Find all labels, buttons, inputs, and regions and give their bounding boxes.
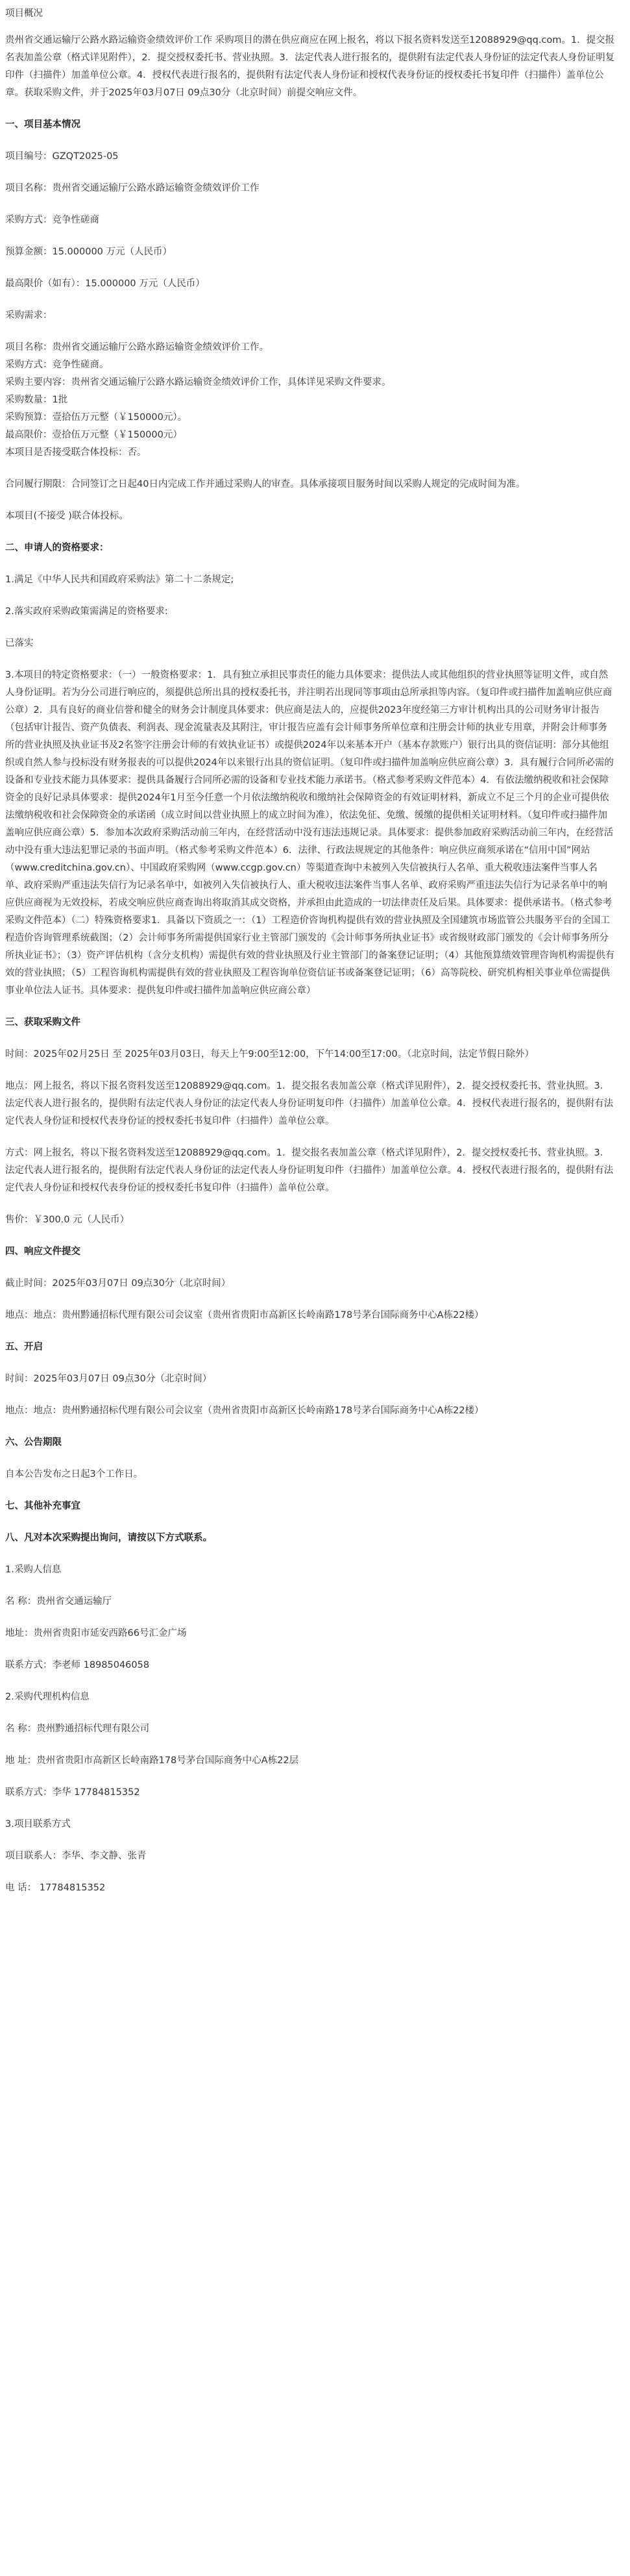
requirement-line: 采购预算：壹拾伍万元整（￥150000元）。 [5, 412, 188, 423]
submission-location: 地点：地点：贵州黔通招标代理有限公司会议室（贵州省贵阳市高新区长岭南路178号茅台国际商务中心A栋22楼） [5, 1310, 484, 1320]
submission-deadline: 截止时间：2025年03月07日 09点30分（北京时间） [5, 1278, 231, 1289]
document-price: 售价：￥300.0 元（人民币） [5, 1215, 130, 1225]
procurement-method: 采购方式：竞争性磋商 [5, 215, 99, 225]
requirement-line: 采购主要内容：贵州省交通运输厅公路水路运输资金绩效评价工作，具体详见采购文件要求。 [5, 377, 391, 388]
requirement-line: 采购方式：竞争性磋商。 [5, 360, 109, 370]
requirement-line: 采购数量：1批 [5, 395, 68, 405]
requirement-line: 项目名称：贵州省交通运输厅公路水路运输资金绩效评价工作。 [5, 342, 269, 353]
buyer-info-title: 1.采购人信息 [5, 1565, 62, 1575]
buyer-name: 名 称：贵州省交通运输厅 [5, 1596, 112, 1607]
project-contact-title: 3.项目联系方式 [5, 1819, 71, 1829]
qualification-item-2: 2.落实政府采购政策需满足的资格要求: [5, 606, 168, 617]
contract-period: 合同履行期限：合同签订之日起40日内完成工作并通过采购人的审查。具体承接项目服务时间以采购人规定的完成时间为准。 [5, 479, 526, 489]
project-number: 项目编号：GZQT2025-05 [5, 151, 119, 162]
consortium-note: 本项目(不接受 )联合体投标。 [5, 511, 128, 521]
agency-info-title: 2.采购代理机构信息 [5, 1692, 90, 1702]
opening-time: 时间：2025年03月07日 09点30分（北京时间） [5, 1374, 212, 1384]
section-8-title: 八、凡对本次采购提出询问，请按以下方式联系。 [5, 1533, 212, 1543]
buyer-contact: 联系方式：李老师 18985046058 [5, 1660, 150, 1670]
agency-contact: 联系方式：李华 17784815352 [5, 1787, 140, 1798]
qualification-item-1: 1.满足《中华人民共和国政府采购法》第二十二条规定; [5, 575, 234, 585]
requirement-line: 本项目是否接受联合体投标：否。 [5, 447, 147, 458]
buyer-address: 地址：贵州省贵阳市延安西路66号汇金广场 [5, 1628, 187, 1639]
project-name: 项目名称：贵州省交通运输厅公路水路运输资金绩效评价工作 [5, 183, 260, 193]
section-4-title: 四、响应文件提交 [5, 1246, 80, 1257]
section-6-title: 六、公告期限 [5, 1437, 62, 1448]
section-3-title: 三、获取采购文件 [5, 1017, 80, 1028]
opening-location: 地点：地点：贵州黔通招标代理有限公司会议室（贵州省贵阳市高新区长岭南路178号茅台国际商务中心A栋22楼） [5, 1406, 484, 1416]
agency-address: 地 址：贵州省贵阳市高新区长岭南路178号茅台国际商务中心A栋22层 [5, 1755, 299, 1766]
overview-title: 项目概况 [5, 8, 43, 19]
section-7-title: 七、其他补充事宜 [5, 1501, 80, 1511]
announcement-period: 自本公告发布之日起3个工作日。 [5, 1469, 143, 1480]
qualification-item-3: 3.本项目的特定资格要求：（一）一般资格要求：1．具有独立承担民事责任的能力具体要求：提供法人或其他组织的营业执照等证明文件，或自然人身份证明。若为分公司进行响应的，须提供总所出具的授权委托书，并注明若出现同等事项由总所承担等内容。（复印件或扫描件加盖响应供应商公章）2．具有良好的商业信誉和健全的财务会计制度具体要求：供应商是法人的，应提供2023年度经第三方审计机构出具的公司财务审计报告（包括审计报告、资产负债表、利润表、现金流量表及其附注，审计报告应盖有会计师事务所单位章和注册会计师的执业专用章，并附会计师事务所的营业执照及执业证书及2名签字注册会计师的有效执业证书）或提供2024年以来基本开户（基本存款账户）银行出具的资信证明：部分其他组织或自然人参与投标没有财务报表的可以提供2024年以来银行出具的资信证明。（复印件或扫描件加盖响应供应商公章）3．具有履行合同所必需的设备和专业技术能力具体要求：提供具备履行合同所必需的设备和专业技术能力承诺书。（格式参考采购文件范本）4．有依法缴纳税收和社会保障资金的良好记录具体要求：提供2024年1月至今任意一个月依法缴纳税收和缴纳社会保障资金的有效证明材料，新成立不足三个月的企业可提供依法缴纳税收和社会保障资金的承诺函（成立时间以营业执照上的成立时间为准），依法免征、免缴、缓缴的提供相关证明材料。（复印件或扫描件加盖响应供应商公章）5．参加本次政府采购活动前三年内，在经营活动中没有违法违规记录。具体要求：提供参加政府采购活动前三年内，在经营活动中没有重大违法犯罪记录的书面声明。（格式参考采购文件范本）6．法律、行政法规规定的其他条件：响应供应商须承诺在“信用中国”网站（www.creditchina.gov.cn）、中国政府采购网（www.ccgp.gov.cn）等渠道查询中未被列入失信被执行人名单、重大税收违法案件当事人名单、政府采购严重违法失信行为记录名单中，如被列入失信被执行人、重大税收违法案件当事人名单、政府采购严重违法失信行为记录名单中的响应供应商视为无效投标，若成交响应供应商查询出将取消其成交资格，并承担由此造成的一切法律责任及后果。具体要求：提供承诺书。（格式参考采购文件范本）（二）特殊资格要求1．具备以下资质之一：（1）工程造价咨询机构提供有效的营业执照及全国建筑市场监管公共服务平台的全国工程造价咨询管理系统截图；（2）会计师事务所需提供国家行业主管部门颁发的《会计师事务所执业证书》或省级财政部门颁发的《会计师事务所分所执业证书》；（3）资产评估机构（含分支机构）需提供有效的营业执照及行业主管部门的备案登记证明；（4）其他预算绩效管理咨询机构需提供有效的营业执照；（5）工程咨询机构需提供有效的营业执照及工程咨询单位资信证书或备案登记证明；（6）高等院校、研究机构相关事业单位需提供事业单位法人证书。具体要求：提供复印件或扫描件加盖响应供应商公章） [5, 670, 615, 996]
project-contact-people: 项目联系人：李华、李文静、张青 [5, 1851, 147, 1861]
project-contact-phone: 电 话： 17784815352 [5, 1883, 106, 1893]
section-5-title: 五、开启 [5, 1342, 43, 1352]
section-1-title: 一、项目基本情况 [5, 119, 80, 130]
section-2-title: 二、申请人的资格要求： [5, 543, 109, 553]
budget-amount: 预算金额：15.000000 万元（人民币） [5, 247, 173, 257]
requirements-label: 采购需求： [5, 310, 53, 321]
max-price: 最高限价（如有）：15.000000 万元（人民币） [5, 279, 205, 289]
qualification-implemented: 已落实 [5, 638, 34, 649]
acquire-location: 地点：网上报名，将以下报名资料发送至12088929@qq.com。1．提交报名表加盖公章（格式详见附件），2．提交授权委托书、营业执照。3．法定代表人进行报名的，提供附有法定代表人身份证的法定代表人身份证明复印件（扫描件）加盖单位公章。4．授权代表进行报名的，提供附有法定代表人身份证和授权代表身份证的授权委托书复印件（扫描件）盖单位公章。 [5, 1081, 614, 1126]
requirement-line: 最高限价：壹拾伍万元整（￥150000元） [5, 430, 182, 440]
acquire-time: 时间：2025年02月25日 至 2025年03月03日，每天上午9:00至12:00，下午14:00至17:00。（北京时间，法定节假日除外） [5, 1049, 534, 1059]
overview-text: 贵州省交通运输厅公路水路运输资金绩效评价工作 采购项目的潜在供应商应在网上报名，将以下报名资料发送至12088929@qq.com。1．提交报名表加盖公章（格式详见附件），2．提交授权委托书、营业执照。3．法定代表人进行报名的，提供附有法定代表人身份证的法定代表人身份证明复印件（扫描件）加盖单位公章。4．授权代表进行报名的，提供附有法定代表人身份证和授权代表身份证的授权委托书复印件（扫描件）盖单位公章。获取采购文件，并于2025年03月07日 09点30分（北京时间）前提交响应文件。 [5, 35, 615, 98]
acquire-method: 方式：网上报名，将以下报名资料发送至12088929@qq.com。1．提交报名表加盖公章（格式详见附件），2．提交授权委托书、营业执照。3．法定代表人进行报名的，提供附有法定代表人身份证的法定代表人身份证明复印件（扫描件）加盖单位公章。4．授权代表进行报名的，提供附有法定代表人身份证和授权代表身份证的授权委托书复印件（扫描件）盖单位公章。 [5, 1148, 614, 1193]
agency-name: 名 称：贵州黔通招标代理有限公司 [5, 1724, 150, 1734]
